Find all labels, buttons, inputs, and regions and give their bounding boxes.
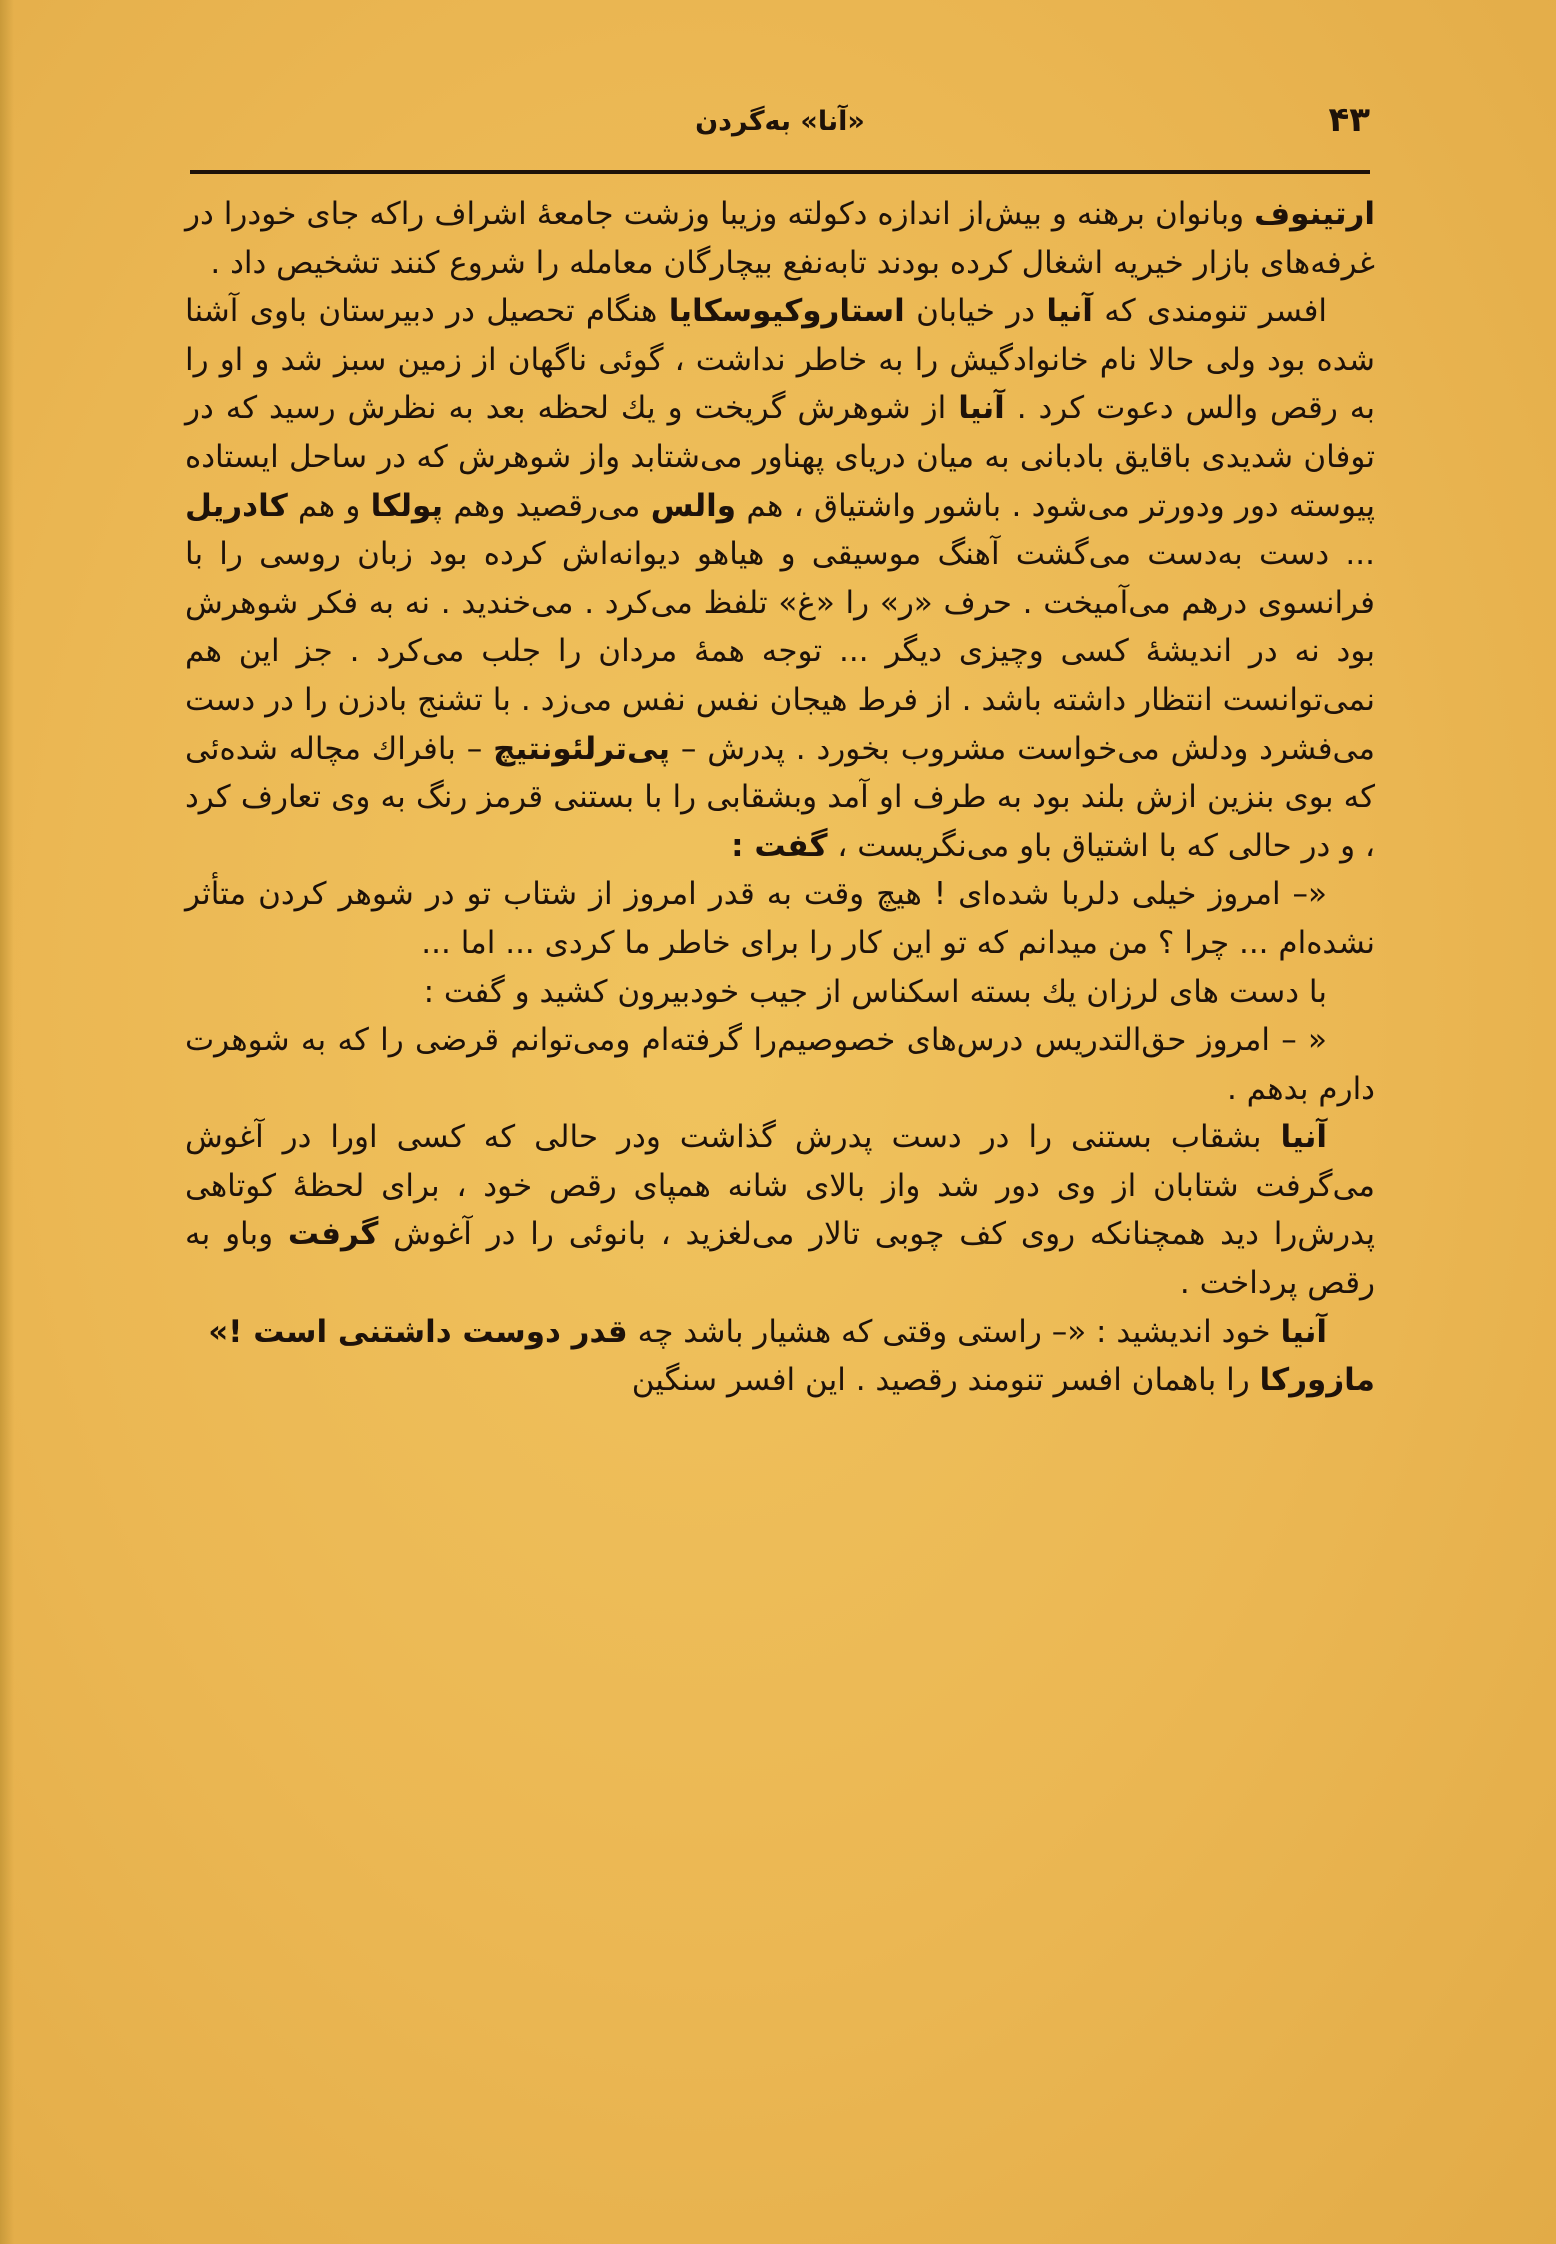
page-header <box>190 98 1370 156</box>
bold-term: آنیا <box>1046 293 1093 330</box>
paragraph <box>185 1113 1375 1307</box>
bold-term: ارتینوف <box>1254 196 1375 232</box>
text-run: هنگام تحصیل در دبیرستان باوی آشنا شده بود ولی حالا نام خانوادگیش را به خاطر نداشت ، گوئی ناگهان از زمین سبز شد و او را به رقص والس دعوت کرد . <box>185 293 1375 427</box>
paragraph <box>185 1308 1375 1357</box>
text-run: وباو به رقص پرداخت . <box>185 1216 1375 1302</box>
text-run: افسر تنومندی که <box>1092 293 1327 330</box>
text-run: ... دست به‌دست می‌گشت آهنگ موسیقی و هیاهو دیوانه‌اش کرده بود زبان روسی را با فرانسوی درهم می‌آمیخت . حرف «ر» را «غ» تلفظ می‌کرد . می‌خندید . نه به فکر شوهرش بود نه در اندیشهٔ کسی وچیزی دیگر ... توجه همهٔ مردان را جلب می‌کرد . جز این هم نمی‌توانست انتظار داشته باشد . از فرط هیجان نفس نفس می‌زد . با تشنج بادزن را در دست می‌فشرد ودلش می‌خواست مشروب بخورد . پدرش – <box>185 536 1375 767</box>
paragraph <box>185 968 1375 1017</box>
bold-term: پولکا <box>370 487 444 524</box>
bold-term: قدر دوست داشتنی است !» <box>208 1313 628 1350</box>
bold-term: کادریل <box>185 487 288 524</box>
bold-term: گرفت <box>287 1216 379 1253</box>
header-rule <box>190 170 1370 174</box>
text-run: در خیابان <box>904 293 1047 330</box>
quote-paragraph <box>185 1016 1375 1113</box>
text-run: و هم <box>287 487 371 524</box>
page-edge-shadow <box>0 0 14 2244</box>
running-title: «آنا» به‌گردن <box>695 106 865 137</box>
text-run: از شوهرش گریخت و یك لحظه بعد به نظرش رسید که در توفان شدیدی باقایق بادبانی به میان دریای پهناور می‌شتابد واز شوهرش که در ساحل ایستاده پیوسته دور ودورتر می‌شود . باشور واشتیاق ، هم <box>185 390 1375 524</box>
text-run: «– امروز خیلی دلربا شده‌ای ! هیچ وقت به قدر امروز از شتاب تو در شوهر کردن متأثر نشده‌ام ... چرا ؟ من میدانم که تو این کار را برای خاطر ما کردی ... اما ... <box>185 876 1375 961</box>
paragraph <box>185 190 1375 287</box>
bold-term: گفت : <box>731 827 828 864</box>
text-run: می‌رقصید وهم <box>443 487 651 524</box>
text-run: وبانوان برهنه و بیش‌از اندازه دکولته وزیبا وزشت جامعهٔ اشراف راکه جای خودرا در غرفه‌های بازار خیریه اشغال کرده بودند تابه‌نفع بیچارگان معامله را شروع کنند تشخیص داد . <box>185 196 1375 281</box>
bold-term: آنیا <box>1280 1119 1327 1156</box>
text-run: خود اندیشید : «– راستی وقتی که هشیار باشد چه <box>627 1313 1281 1350</box>
body-text <box>185 190 1375 1405</box>
text-run: – بافراك مچاله شده‌ئی که بوی بنزین ازش بلند بود به طرف او آمد وبشقابی را با بستنی قرمز رنگ به وی تعارف کرد ، و در حالی که با اشتیاق باو می‌نگریست ، <box>185 730 1375 864</box>
quote-paragraph <box>185 870 1375 967</box>
bold-term: آنیا <box>958 390 1005 427</box>
bold-term: آنیا <box>1280 1313 1327 1350</box>
text-run: بشقاب بستنی را در دست پدرش گذاشت ودر حالی که کسی اورا در آغوش می‌گرفت شتابان از وی دور شد واز بالای شانه همپای رقص خود ، برای لحظهٔ کوتاهی پدرش‌را دید همچنانکه روی کف چوبی تالار می‌لغزید ، بانوئی را در آغوش <box>185 1119 1375 1253</box>
page-number: ۴۳ <box>1328 100 1370 140</box>
text-run: با دست های لرزان یك بسته اسکناس از جیب خودبیرون کشید و گفت : <box>423 973 1327 1010</box>
text-run: را باهمان افسر تنومند رقصید . این افسر سنگین <box>631 1362 1260 1399</box>
bold-term: پی‌ترلئونتیچ <box>493 730 671 767</box>
text-run: « – امروز حق‌التدریس درس‌های خصوصیم‌را گرفته‌ام ومی‌توانم قرضی را که به شوهرت دارم بدهم . <box>185 1022 1375 1107</box>
bold-term: استاروکیوسکایا <box>668 293 905 330</box>
paragraph <box>185 287 1375 870</box>
bold-term: مازورکا <box>1259 1362 1375 1399</box>
paragraph <box>185 1356 1375 1405</box>
bold-term: والس <box>650 487 737 524</box>
